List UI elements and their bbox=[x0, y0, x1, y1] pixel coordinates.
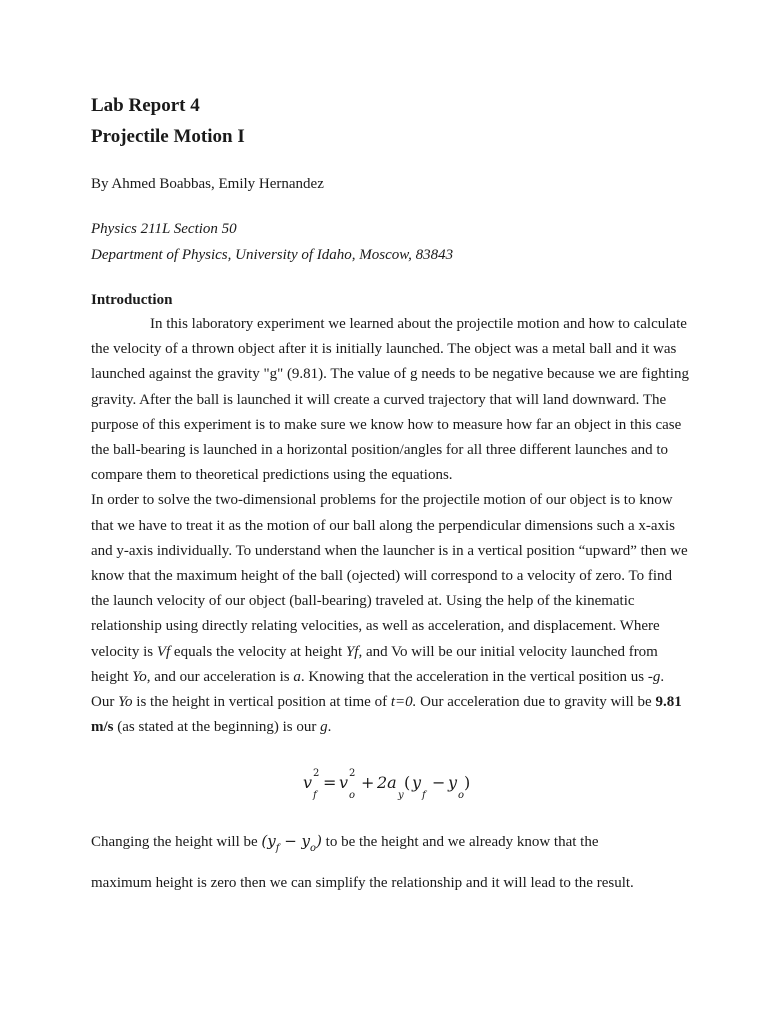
eq-2a: 2a bbox=[377, 773, 397, 793]
text-run-italic: g bbox=[320, 719, 328, 736]
eq-yo: y bbox=[448, 773, 458, 793]
eq-a-sub: y bbox=[398, 790, 404, 802]
eq-v0-sup: 2 bbox=[349, 768, 356, 780]
eq-minus: − bbox=[432, 773, 446, 793]
text-run: and Vo will be our initial velocity launched from height bbox=[91, 643, 658, 685]
text-run: (as stated at the beginning) is our bbox=[113, 719, 321, 736]
intro-paragraph-1: In this laboratory experiment we learned about the projectile motion and how to calculate the velocity of a thrown object after it is initially launched. The object was a metal ball and it was launched against the gravity "g" (9.81). The value of g needs to be negative because we are fighting gravity. After the ball is launched it will create a curved trajectory that will land downward. The purpose of this experiment is to make sure we know how to measure how far an object in this case the ball-bearing is launched in a horizontal position/angles for all three different launches and to compare them to theoretical predictions using the equations. bbox=[91, 316, 690, 484]
authors-line: By Ahmed Boabbas, Emily Hernandez bbox=[91, 176, 324, 192]
eq-yf: y bbox=[412, 773, 422, 793]
kinematic-equation bbox=[91, 762, 691, 806]
eq-plus: + bbox=[361, 773, 375, 793]
math-paren: ) bbox=[316, 832, 322, 851]
course-line: Physics 211L Section 50 bbox=[91, 221, 237, 237]
report-title-line1: Lab Report 4 bbox=[91, 95, 200, 116]
document-page bbox=[91, 90, 691, 900]
eq-v0-sub: o bbox=[349, 790, 356, 802]
math-y: y bbox=[267, 832, 276, 851]
intro-paragraph-2 bbox=[91, 488, 691, 740]
text-run: . bbox=[327, 719, 332, 736]
after-equation-line2: maximum height is zero then we can simplify the relationship and it will lead to the result. bbox=[91, 875, 634, 892]
eq-equals: = bbox=[323, 773, 337, 793]
math-y: y bbox=[301, 832, 311, 851]
eq-paren-open: ( bbox=[404, 773, 411, 793]
text-run: , and our acceleration is bbox=[146, 668, 294, 685]
eq-lhs-sup: 2 bbox=[313, 768, 320, 780]
text-run-italic: -g bbox=[647, 668, 661, 685]
text-run: is the height in vertical position at time of bbox=[132, 694, 391, 711]
text-run: to be the height and we already know that the bbox=[321, 834, 599, 851]
affiliation bbox=[91, 217, 691, 268]
text-run-italic: Vf bbox=[156, 643, 171, 660]
text-run: Our acceleration due to gravity will be bbox=[416, 694, 656, 711]
report-title-line2: Projectile Motion I bbox=[91, 126, 245, 147]
eq-v0: v bbox=[339, 773, 349, 793]
math-sub: f bbox=[275, 843, 280, 855]
math-sub: o bbox=[310, 843, 317, 855]
text-run-italic: a bbox=[293, 668, 301, 685]
text-run: In order to solve the two-dimensional problems for the projectile motion of our object is to know that we have to treat it as the motion of our ball along the perpendicular dimensions such a x-axis and y-axis individually. To understand when the launcher is in a vertical position “upward” then we know that the maximum height of the ball (ojected) will correspond to a velocity of zero. To find the launch velocity of our object (ball-bearing) traveled at. Using the help of the kinematic relationship using directly relating velocities, as well as acceleration, and displacement. Where velocity is bbox=[91, 492, 688, 660]
text-run-italic: Yo bbox=[132, 668, 147, 685]
eq-lhs-sub: f bbox=[313, 790, 317, 802]
text-run: . Knowing that the acceleration in the vertical position us bbox=[300, 668, 648, 685]
introduction-body bbox=[91, 312, 691, 740]
text-run-italic: Yo bbox=[118, 694, 133, 711]
text-run-italic: Yf, bbox=[345, 643, 363, 660]
text-run: equals the velocity at height bbox=[170, 643, 346, 660]
after-equation-line1 bbox=[91, 824, 691, 866]
text-run-italic: t=0. bbox=[390, 694, 417, 711]
math-minus: − bbox=[279, 832, 302, 851]
eq-lhs: v bbox=[303, 773, 313, 793]
math-paren: ( bbox=[261, 832, 268, 851]
text-run: . Our bbox=[91, 668, 665, 711]
equation-svg bbox=[291, 762, 491, 806]
text-run-bold: 9.81 m/s bbox=[91, 694, 682, 736]
inline-height-expression bbox=[261, 832, 322, 855]
introduction-heading: Introduction bbox=[91, 292, 173, 308]
eq-paren-close: ) bbox=[464, 773, 471, 793]
eq-yf-sub: f bbox=[422, 790, 426, 802]
text-run: Changing the height will be bbox=[91, 834, 262, 851]
department-line: Department of Physics, University of Idaho, Moscow, 83843 bbox=[91, 246, 454, 263]
eq-yo-sub: o bbox=[458, 790, 465, 802]
